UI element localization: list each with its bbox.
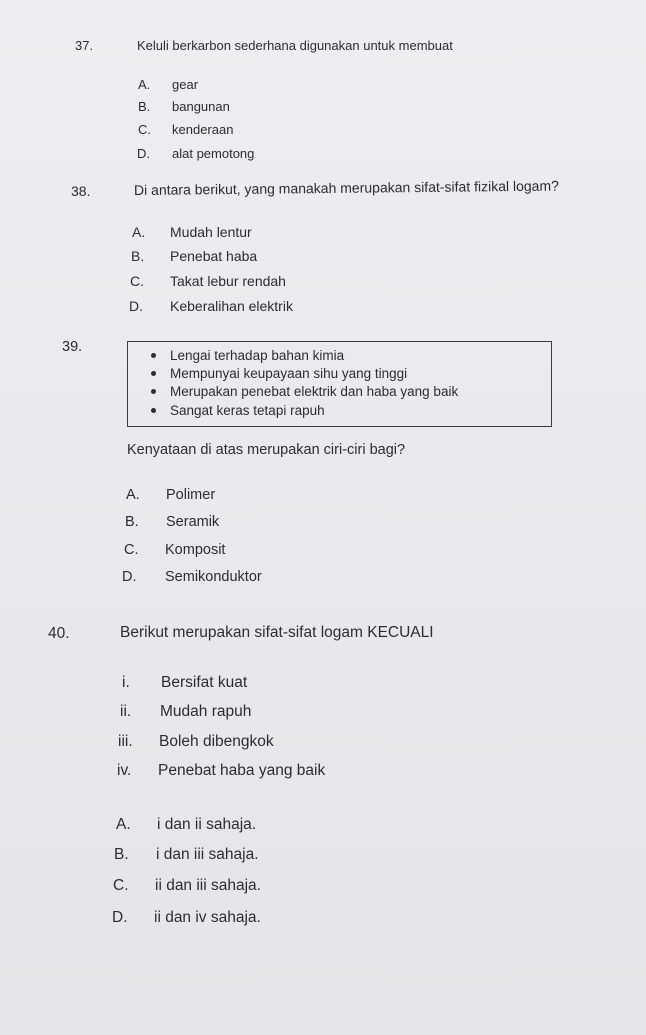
q37-option-c-letter: C. — [138, 122, 151, 137]
question-37-text: Keluli berkarbon sederhana digunakan untuk membuat — [137, 38, 453, 53]
q40-option-c-text[interactable]: ii dan iii sahaja. — [155, 877, 261, 894]
q38-option-a-text[interactable]: Mudah lentur — [170, 224, 252, 240]
q40-statement-iv-numeral: iv. — [117, 762, 132, 779]
q39-bullet-item — [170, 403, 325, 418]
question-38-text: Di antara berikut, yang manakah merupakan sifat-sifat fizikal logam? — [133, 177, 559, 198]
q40-option-b-letter: B. — [114, 846, 129, 863]
q38-option-a-letter: A. — [132, 224, 146, 240]
q40-option-a-text[interactable]: i dan ii sahaja. — [157, 816, 257, 833]
bullet-icon — [151, 353, 156, 358]
q39-bullet-text: Lengai terhadap bahan kimia — [170, 348, 345, 363]
q39-option-d-letter: D. — [122, 569, 137, 585]
q38-option-c-letter: C. — [130, 273, 144, 289]
q40-statement-ii-text: Mudah rapuh — [160, 703, 252, 720]
q40-statement-iii-numeral: iii. — [118, 733, 133, 750]
q40-statement-ii-numeral: ii. — [120, 703, 132, 720]
q39-bullet-item — [170, 366, 407, 381]
q39-bullet-text: Merupakan penebat elektrik dan haba yang baik — [170, 384, 459, 399]
q39-option-b-text[interactable]: Seramik — [166, 514, 220, 530]
question-40-number: 40. — [48, 625, 70, 642]
q39-bullet-item — [170, 348, 344, 363]
q39-option-a-letter: A. — [126, 487, 140, 503]
q40-option-a-letter: A. — [116, 816, 131, 833]
bullet-icon — [151, 389, 156, 394]
q37-option-d-text[interactable]: alat pemotong — [172, 146, 255, 161]
q39-option-d-text[interactable]: Semikonduktor — [165, 569, 262, 585]
q37-option-a-text[interactable]: gear — [172, 77, 199, 92]
q38-option-d-letter: D. — [129, 298, 143, 314]
question-37-number: 37. — [75, 38, 94, 53]
q39-bullet-text: Mempunyai keupayaan sihu yang tinggi — [170, 366, 408, 381]
question-39-text: Kenyataan di atas merupakan ciri-ciri bagi? — [127, 442, 406, 458]
q38-option-d-text[interactable]: Keberalihan elektrik — [170, 298, 293, 314]
q40-option-c-letter: C. — [113, 877, 129, 894]
q38-option-b-letter: B. — [131, 248, 145, 264]
q39-option-b-letter: B. — [125, 514, 139, 530]
bullet-icon — [151, 408, 156, 413]
q40-statement-i-numeral: i. — [122, 674, 130, 691]
question-39-number: 39. — [62, 339, 83, 355]
question-40-text: Berikut merupakan sifat-sifat logam KECUALI — [120, 624, 434, 641]
q39-statement-box — [127, 341, 552, 427]
q37-option-b-letter: B. — [138, 99, 151, 114]
q37-option-a-letter: A. — [138, 77, 151, 92]
q38-option-b-text[interactable]: Penebat haba — [170, 248, 258, 264]
q39-bullet-text: Sangat keras tetapi rapuh — [170, 403, 325, 418]
bullet-icon — [151, 371, 156, 376]
question-38-number: 38. — [71, 183, 91, 199]
q37-option-c-text[interactable]: kenderaan — [172, 122, 234, 137]
q39-option-c-text[interactable]: Komposit — [165, 542, 226, 558]
q38-option-c-text[interactable]: Takat lebur rendah — [170, 273, 286, 289]
q40-option-b-text[interactable]: i dan iii sahaja. — [156, 846, 259, 863]
q40-statement-i-text: Bersifat kuat — [161, 674, 248, 691]
q40-statement-iv-text: Penebat haba yang baik — [158, 762, 326, 779]
q40-option-d-text[interactable]: ii dan iv sahaja. — [154, 909, 261, 926]
q39-option-a-text[interactable]: Polimer — [166, 487, 216, 503]
q40-option-d-letter: D. — [112, 909, 128, 926]
q39-bullet-item — [170, 384, 458, 399]
q37-option-d-letter: D. — [137, 146, 150, 161]
q37-option-b-text[interactable]: bangunan — [172, 99, 230, 114]
q39-option-c-letter: C. — [124, 542, 139, 558]
q40-statement-iii-text: Boleh dibengkok — [159, 733, 274, 750]
